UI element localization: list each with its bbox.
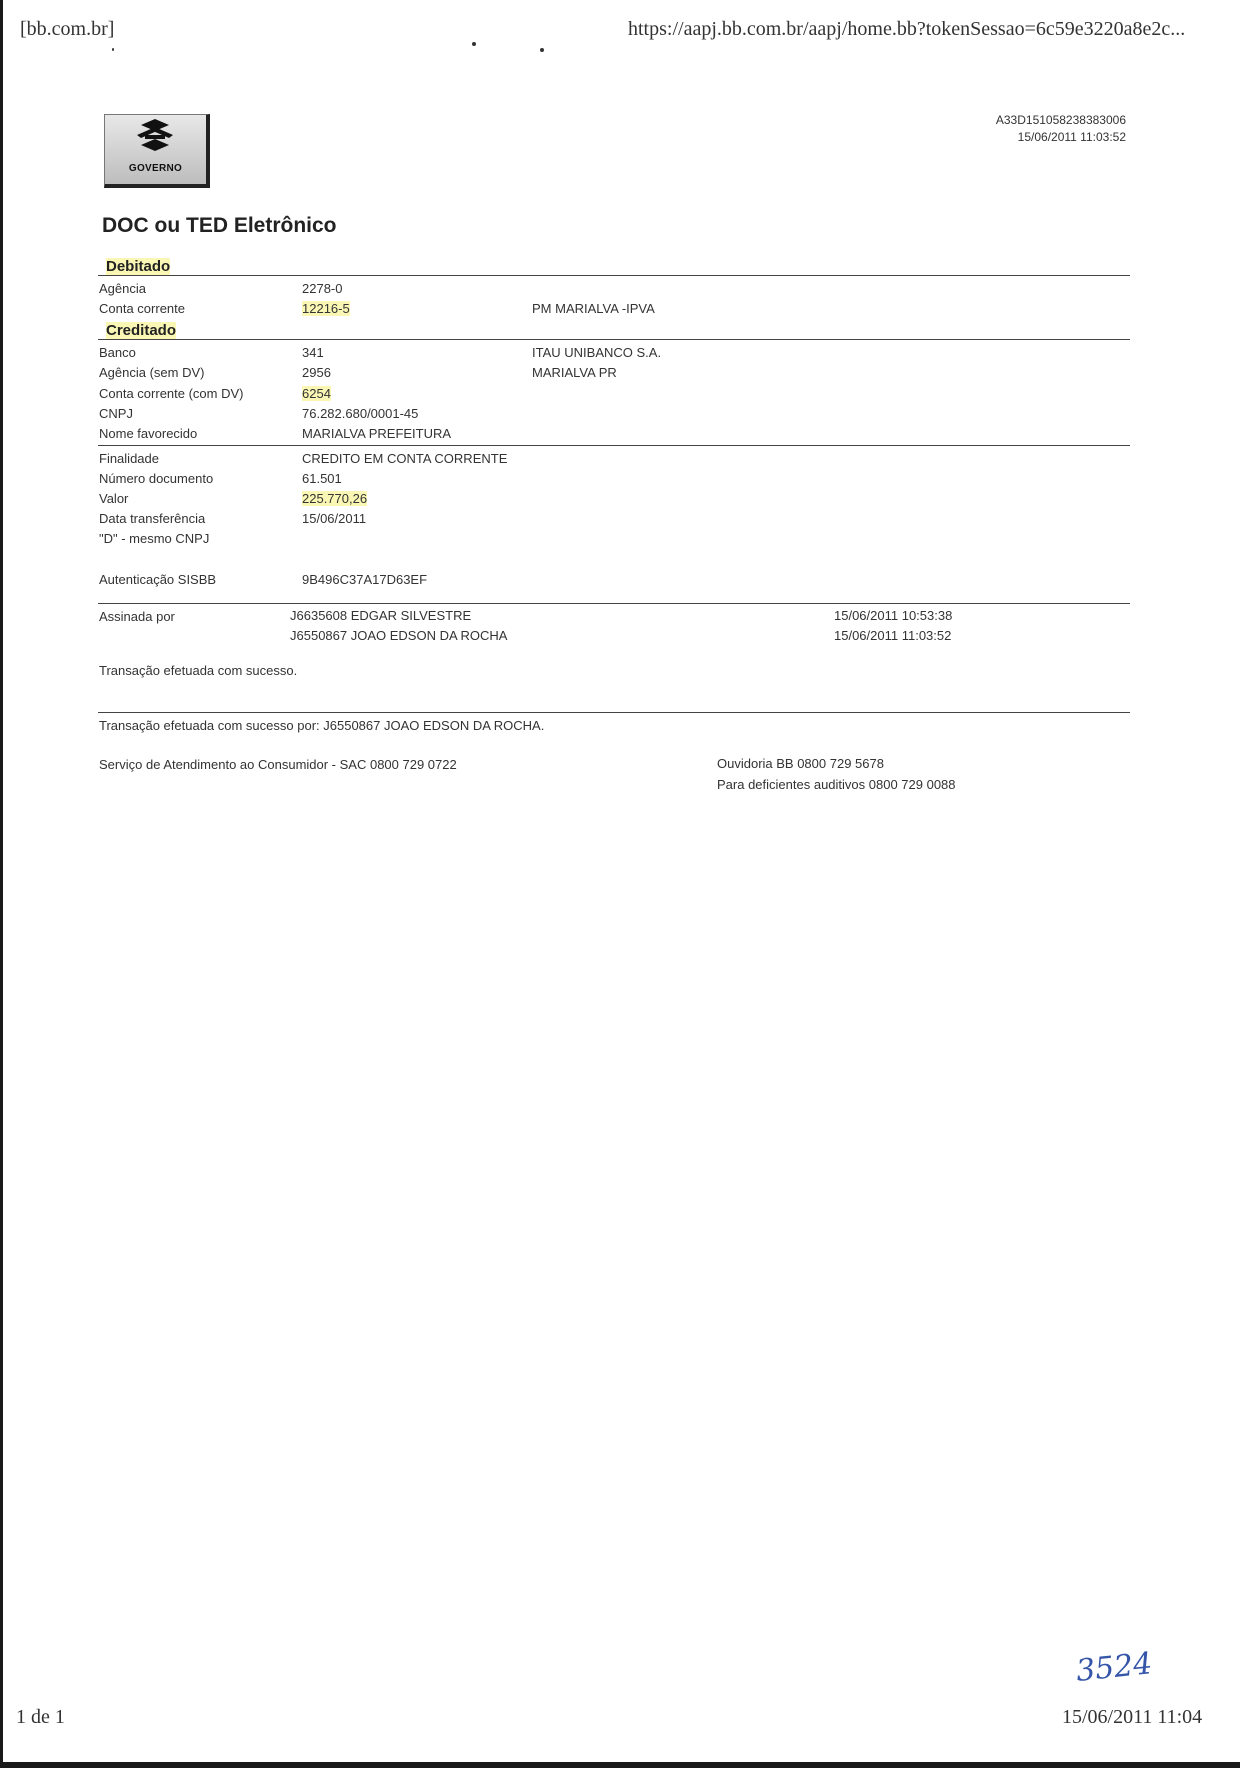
scan-speck [472,42,476,46]
logo-caption: GOVERNO [128,163,183,174]
sac-contact: Serviço de Atendimento ao Consumidor - SAC 0800 729 0722 [99,757,457,772]
divider [98,445,1130,446]
deficientes-contact: Para deficientes auditivos 0800 729 0088 [717,777,956,792]
section-creditado-heading [106,322,176,339]
debitado-label: Agência [99,281,146,296]
creditado-label: Banco [99,345,136,360]
creditado-heading-text: Creditado [106,322,177,339]
detail-label: Número documento [99,471,214,486]
creditado-label: Nome favorecido [99,426,198,441]
scan-edge-left [0,0,3,1768]
creditado-value: 341 [302,345,324,360]
detail-value: 15/06/2011 [302,511,367,526]
divider [98,603,1130,604]
creditado-account-value: 6254 [302,386,331,401]
receipt-meta [996,112,1126,146]
detail-value: CREDITO EM CONTA CORRENTE [302,451,508,466]
creditado-value [302,386,331,401]
creditado-value: MARIALVA PREFEITURA [302,426,452,441]
debitado-value [302,301,350,316]
scan-speck [540,48,544,52]
signer-datetime: 15/06/2011 10:53:38 [834,608,953,623]
divider [98,712,1130,713]
ouvidoria-contact: Ouvidoria BB 0800 729 5678 [717,756,884,771]
print-header-url: https://aapj.bb.com.br/aapj/home.bb?tokenSessao=6c59e3220a8e2c... [628,18,1186,40]
signer-name: J6635608 EDGAR SILVESTRE [290,608,472,623]
debitado-account-holder: PM MARIALVA -IPVA [532,301,655,316]
print-footer-page: 1 de 1 [16,1706,65,1728]
receipt-datetime: 15/06/2011 11:03:52 [1017,130,1126,144]
divider [98,339,1130,340]
scan-edge-bottom [0,1762,1240,1768]
debitado-heading-text: Debitado [106,258,171,275]
creditado-city: MARIALVA PR [532,365,617,380]
detail-label: Finalidade [99,451,159,466]
banco-do-brasil-logo [104,114,210,188]
creditado-label: Agência (sem DV) [99,365,205,380]
creditado-value: 76.282.680/0001-45 [302,406,419,421]
divider [98,275,1130,276]
signatures-label: Assinada por [99,609,175,624]
amount-value: 225.770,26 [302,491,368,506]
print-header-site: [bb.com.br] [20,18,115,40]
debitado-label: Conta corrente [99,301,185,316]
creditado-value: 2956 [302,365,331,380]
detail-label: Data transferência [99,511,206,526]
creditado-label: Conta corrente (com DV) [99,386,244,401]
debitado-value: 2278-0 [302,281,343,296]
detail-value: 61.501 [302,471,342,486]
receipt-code: A33D151058238383006 [995,113,1126,127]
creditado-bank-name: ITAU UNIBANCO S.A. [532,345,662,360]
auth-label: Autenticação SISBB [99,572,217,587]
signer-name: J6550867 JOAO EDSON DA ROCHA [290,628,508,643]
handwritten-page-number: 3524 [1074,1646,1154,1689]
print-footer-datetime: 15/06/2011 11:04 [1062,1706,1203,1728]
detail-label: Valor [99,491,129,506]
scan-speck [112,48,114,51]
success-message: Transação efetuada com sucesso. [99,663,298,678]
section-debitado-heading [106,258,170,275]
detail-value [302,491,367,506]
success-by-message: Transação efetuada com sucesso por: J6550867 JOAO EDSON DA ROCHA. [99,718,545,733]
page-title: DOC ou TED Eletrônico [102,214,337,237]
bb-logo-icon [105,115,205,161]
detail-label: "D" - mesmo CNPJ [99,531,210,546]
debitado-account-value: 12216-5 [302,301,350,316]
auth-value: 9B496C37A17D63EF [302,572,428,587]
signer-datetime: 15/06/2011 11:03:52 [834,628,952,643]
creditado-label: CNPJ [99,406,133,421]
